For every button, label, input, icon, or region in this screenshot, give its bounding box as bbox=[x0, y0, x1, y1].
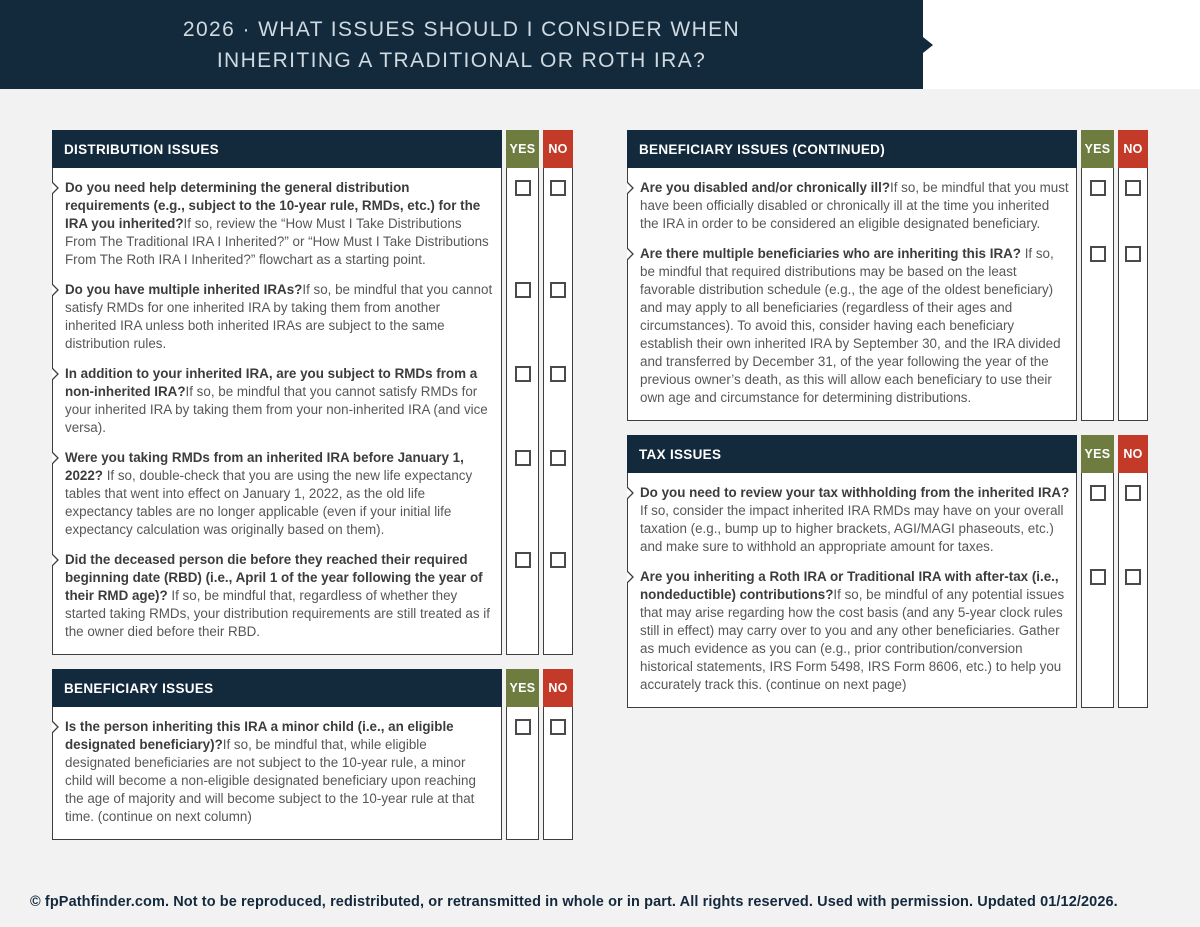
question-detail-text: If so, be mindful that, regardless of whether they started taking RMDs, your distribution requirements are still treated as if the owner died before their RBD. bbox=[65, 588, 490, 639]
yes-cell bbox=[506, 707, 539, 840]
question-text bbox=[52, 359, 502, 443]
question-chevron-icon bbox=[52, 720, 60, 739]
no-cell bbox=[1118, 473, 1148, 562]
no-cell bbox=[1118, 562, 1148, 708]
question-detail-text: If so, double-check that you are using the new life expectancy tables that went into effect on January 1, 2022, as the old life expectancy tables are no longer applicable (even if your initial life expectancy calculation was originally based on them). bbox=[65, 468, 473, 537]
question-detail-text: If so, consider the impact inherited IRA RMDs may have on your overall taxation (e.g., bump up to higher brackets, AGI/MAGI phaseouts, etc.) and make sure to withhold an appropriate amount for taxes. bbox=[640, 503, 1064, 554]
question-bold-text: Were you taking RMDs from an inherited IRA before January 1, 2022? bbox=[65, 450, 464, 483]
yes-checkbox[interactable] bbox=[515, 552, 531, 568]
question-text bbox=[627, 562, 1077, 708]
yes-checkbox[interactable] bbox=[1090, 485, 1106, 501]
page-title-line2: INHERITING A TRADITIONAL OR ROTH IRA? bbox=[216, 48, 707, 72]
yes-checkbox[interactable] bbox=[515, 450, 531, 466]
no-column-header: NO bbox=[1118, 130, 1148, 168]
checklist-section bbox=[627, 435, 1148, 708]
question-chevron-icon bbox=[627, 181, 635, 200]
no-checkbox[interactable] bbox=[550, 450, 566, 466]
yes-checkbox[interactable] bbox=[515, 180, 531, 196]
question-text bbox=[52, 545, 502, 655]
question-chevron-icon bbox=[627, 486, 635, 505]
question-text bbox=[52, 707, 502, 840]
question-bold-text: In addition to your inherited IRA, are you subject to RMDs from a non-inherited IRA? bbox=[65, 366, 478, 399]
yes-checkbox[interactable] bbox=[515, 282, 531, 298]
checklist-section bbox=[627, 130, 1148, 421]
no-checkbox[interactable] bbox=[550, 366, 566, 382]
checklist-content bbox=[0, 89, 1200, 854]
banner-arrow-icon bbox=[923, 37, 933, 53]
question-bold-text: Are you disabled and/or chronically ill? bbox=[640, 180, 891, 195]
checklist-section bbox=[52, 130, 573, 655]
no-checkbox[interactable] bbox=[1125, 485, 1141, 501]
no-column-header: NO bbox=[543, 130, 573, 168]
question-bold-text: Did the deceased person die before they reached their required beginning date (RBD) (i.e., April 1 of the year following the year of their RMD age)? bbox=[65, 552, 483, 603]
question-bold-text: Are there multiple beneficiaries who are inheriting this IRA? bbox=[640, 246, 1021, 261]
yes-checkbox[interactable] bbox=[515, 366, 531, 382]
no-column-header: NO bbox=[1118, 435, 1148, 473]
page-title-banner bbox=[0, 0, 923, 89]
no-checkbox[interactable] bbox=[550, 552, 566, 568]
question-bold-text: Do you need help determining the general distribution requirements (e.g., subject to the 10-year rule, RMDs, etc.) for the IRA you inherited? bbox=[65, 180, 481, 231]
question-chevron-icon bbox=[627, 247, 635, 266]
yes-cell bbox=[506, 275, 539, 359]
question-chevron-icon bbox=[52, 553, 60, 572]
yes-column-header: YES bbox=[506, 130, 539, 168]
yes-checkbox[interactable] bbox=[1090, 180, 1106, 196]
no-column-header: NO bbox=[543, 669, 573, 707]
question-detail-text: If so, be mindful that you cannot satisfy RMDs for one inherited IRA by taking them from another inherited IRA unless both inherited IRAs are subject to the same distribution rules. bbox=[65, 282, 493, 351]
question-text bbox=[627, 239, 1077, 421]
no-checkbox[interactable] bbox=[550, 719, 566, 735]
footer-copyright: © fpPathfinder.com. Not to be reproduced, redistributed, or retransmitted in whole or in part. All rights reserved. Used with permission. Updated 01/12/2026. bbox=[30, 894, 1118, 910]
section-title: BENEFICIARY ISSUES (CONTINUED) bbox=[627, 130, 1077, 168]
yes-checkbox[interactable] bbox=[515, 719, 531, 735]
page-title-line1: 2026 · WHAT ISSUES SHOULD I CONSIDER WHEN bbox=[182, 17, 741, 41]
question-detail-text: If so, be mindful that you cannot satisfy RMDs for your inherited IRA by taking them from your non-inherited IRA (and vice versa). bbox=[65, 384, 488, 435]
banner-row bbox=[0, 0, 1200, 89]
question-detail-text: If so, be mindful that you must have been officially disabled or chronically ill at the time you inherited the IRA in order to be considered an eligible designated beneficiary. bbox=[640, 180, 1069, 231]
question-bold-text: Do you need to review your tax withholding from the inherited IRA? bbox=[640, 485, 1070, 500]
yes-cell bbox=[506, 359, 539, 443]
question-chevron-icon bbox=[52, 181, 60, 200]
no-cell bbox=[543, 545, 573, 655]
question-chevron-icon bbox=[627, 570, 635, 589]
section-title: TAX ISSUES bbox=[627, 435, 1077, 473]
question-detail-text: If so, be mindful of any potential issues that may arise regarding how the cost basis (and any 5-year clock rules still in effect) may carry over to you and any other beneficiaries. Gather as much evidence as you can (e.g., prior contribution/conversion historical statements, IRS Form 5498, IRS Form 8606, etc.) to help you accurately track this. (continue on next page) bbox=[640, 587, 1065, 692]
no-checkbox[interactable] bbox=[550, 180, 566, 196]
no-cell bbox=[543, 443, 573, 545]
question-chevron-icon bbox=[52, 367, 60, 386]
question-text bbox=[52, 443, 502, 545]
question-text bbox=[627, 473, 1077, 562]
question-text bbox=[627, 168, 1077, 239]
question-chevron-icon bbox=[52, 451, 60, 470]
right-column bbox=[627, 130, 1148, 854]
yes-cell bbox=[1081, 562, 1114, 708]
question-detail-text: If so, be mindful that, while eligible designated beneficiaries are not subject to the 10-year rule, a minor child will become a non-eligible designated beneficiary upon reaching the age of majority and will become subject to the 10-year rule at that time. (continue on next column) bbox=[65, 737, 476, 824]
no-checkbox[interactable] bbox=[550, 282, 566, 298]
question-text bbox=[52, 275, 502, 359]
checklist-section bbox=[52, 669, 573, 840]
no-cell bbox=[1118, 168, 1148, 239]
no-cell bbox=[1118, 239, 1148, 421]
question-bold-text: Is the person inheriting this IRA a minor child (i.e., an eligible designated beneficiary)? bbox=[65, 719, 454, 752]
no-checkbox[interactable] bbox=[1125, 569, 1141, 585]
yes-column-header: YES bbox=[506, 669, 539, 707]
question-chevron-icon bbox=[52, 283, 60, 302]
yes-cell bbox=[506, 545, 539, 655]
yes-cell bbox=[1081, 473, 1114, 562]
yes-column-header: YES bbox=[1081, 435, 1114, 473]
no-cell bbox=[543, 275, 573, 359]
yes-checkbox[interactable] bbox=[1090, 569, 1106, 585]
yes-column-header: YES bbox=[1081, 130, 1114, 168]
section-title: BENEFICIARY ISSUES bbox=[52, 669, 502, 707]
no-checkbox[interactable] bbox=[1125, 180, 1141, 196]
question-text bbox=[52, 168, 502, 275]
no-cell bbox=[543, 168, 573, 275]
no-cell bbox=[543, 707, 573, 840]
question-bold-text: Do you have multiple inherited IRAs? bbox=[65, 282, 303, 297]
left-column bbox=[52, 130, 573, 854]
yes-cell bbox=[506, 443, 539, 545]
yes-cell bbox=[506, 168, 539, 275]
question-bold-text: Are you inheriting a Roth IRA or Traditional IRA with after-tax (i.e., nondeductible) contributions? bbox=[640, 569, 1059, 602]
no-checkbox[interactable] bbox=[1125, 246, 1141, 262]
question-detail-text: If so, be mindful that required distributions may be based on the least favorable distribution schedule (e.g., the age of the oldest beneficiary) and may apply to all beneficiaries (regardless of their ages and circumstances). To avoid this, consider having each beneficiary establish their own inherited IRA by September 30, and the IRA divided and transferred by December 31, of the year following the year of the previous owner’s death, as this will allow each beneficiary to use their own age and circumstance for determining distributions. bbox=[640, 246, 1061, 405]
question-detail-text: If so, review the “How Must I Take Distributions From The Traditional IRA I Inherited?” or “How Must I Take Distributions From The Roth IRA I Inherited?” flowchart as a starting point. bbox=[65, 216, 489, 267]
yes-cell bbox=[1081, 168, 1114, 239]
no-cell bbox=[543, 359, 573, 443]
yes-cell bbox=[1081, 239, 1114, 421]
yes-checkbox[interactable] bbox=[1090, 246, 1106, 262]
section-title: DISTRIBUTION ISSUES bbox=[52, 130, 502, 168]
